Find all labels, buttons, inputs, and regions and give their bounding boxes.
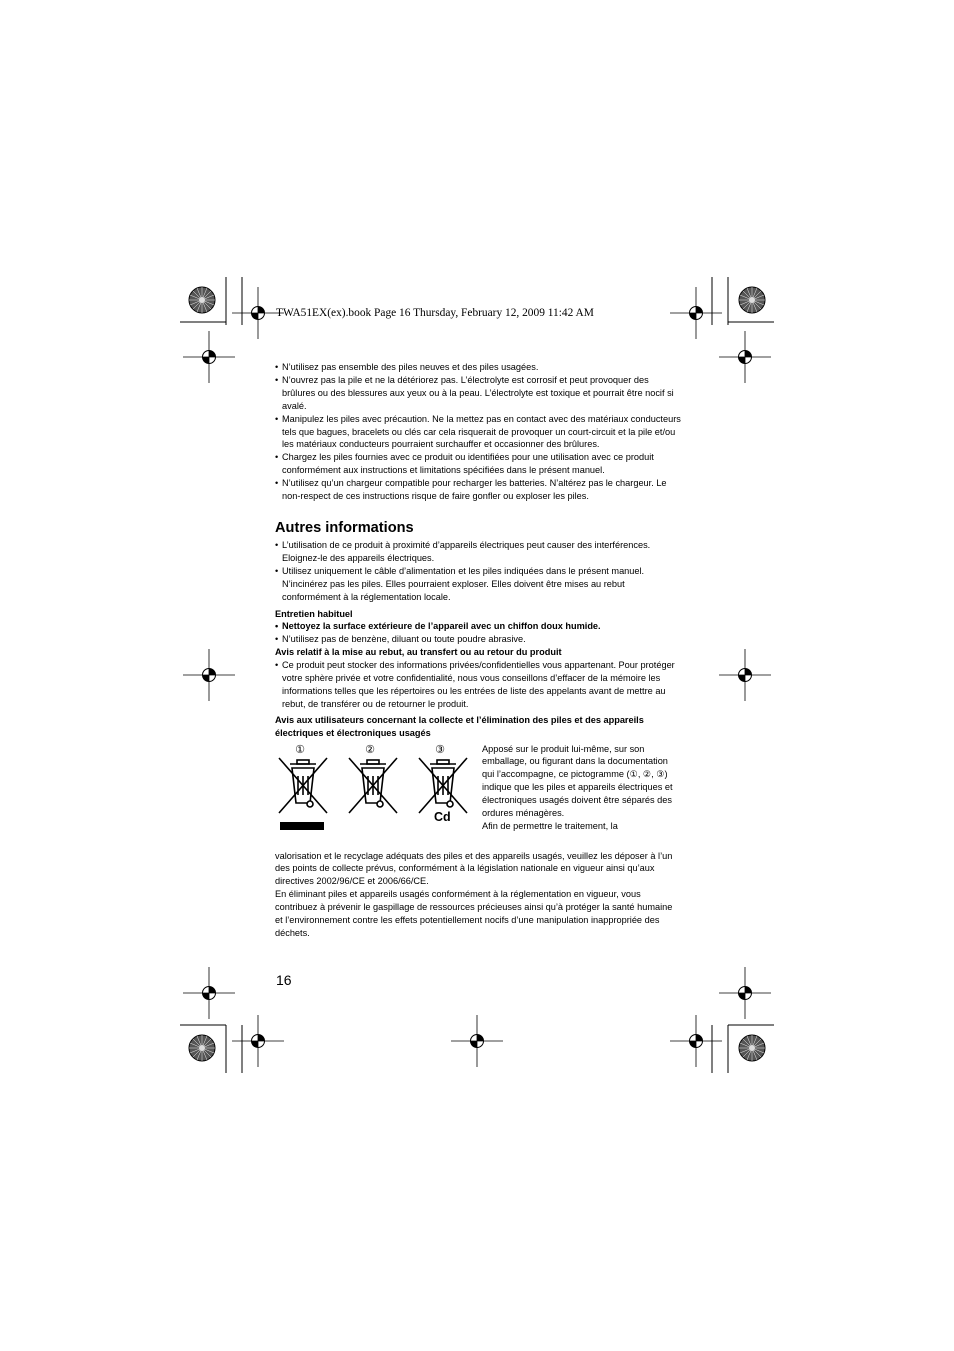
rebut-heading: Avis relatif à la mise au rebut, au transfert ou au retour du produit xyxy=(275,647,562,658)
page-number: 16 xyxy=(276,972,292,988)
symbol-label-3: ③ xyxy=(435,743,445,756)
list-item: • N’ouvrez pas la pile et ne la détériorez pas. L’électrolyte est corrosif et peut provoquer des brûlures ou des blessures aux yeux ou à la peau. L’électrolyte est toxique et pourrait être nocif si avalé. xyxy=(275,374,681,413)
list-item: • Utilisez uniquement le câble d’alimentation et les piles indiquées dans le présent manuel. N’incinérez pas les piles. Elles pourraient exploser. Elles doivent être mises au rebut conformément à la réglementation locale. xyxy=(275,565,681,604)
entretien-heading: Entretien habituel xyxy=(275,608,353,619)
file-info-line: TWA51EX(ex).book Page 16 Thursday, February 12, 2009 11:42 AM xyxy=(276,307,594,319)
section-title: Autres informations xyxy=(275,519,414,536)
cadmium-label: Cd xyxy=(434,809,451,824)
list-item: • N’utilisez pas ensemble des piles neuves et des piles usagées. xyxy=(275,361,681,374)
list-item: • Nettoyez la surface extérieure de l’appareil avec un chiffon doux humide. xyxy=(275,620,681,633)
disposal-side-text: Apposé sur le produit lui-même, sur son emballage, ou figurant dans la documentation qui l’accompagne, ce pictogramme (①, ②, ③) indique que les piles et appareils électriques et électroniques usagés doivent être séparés des ordures ménagères. Afin de permettre le traitement, la xyxy=(482,743,673,831)
crossed-bin-icon xyxy=(275,743,475,843)
entretien-list xyxy=(275,620,681,646)
list-item: • N’utilisez qu’un chargeur compatible pour recharger les batteries. N’altérez pas le chargeur. Le non-respect de ces instructions risque de faire gonfler ou exploser les piles. xyxy=(275,477,681,503)
battery-warning-list xyxy=(275,361,681,503)
disposal-closing: En éliminant piles et appareils usagés conformément à la réglementation en vigueur, vous contribuez à prévenir le gaspillage de ressources précieuses ainsi qu’à protéger la santé humaine et l’environnement contre les effets potentiellement nocifs d’une manipulation inappropriée des déchets. xyxy=(275,889,673,938)
rebut-list xyxy=(275,659,681,711)
symbol-label-1: ① xyxy=(295,743,305,756)
page-content xyxy=(275,361,681,940)
disposal-heading: Avis aux utilisateurs concernant la collecte et l’élimination des piles et des appareils électriques et électroniques usagés xyxy=(275,714,644,738)
disposal-symbols xyxy=(275,743,475,843)
disposal-continuation: valorisation et le recyclage adéquats des piles et des appareils usagés, veuillez les déposer à l’un des points de collecte prévus, conformément à la législation nationale en vigueur ainsi qu’aux directives 2002/96/CE et 2006/66/CE. xyxy=(275,850,673,887)
symbol-label-2: ② xyxy=(365,743,375,756)
list-item: • Manipulez les piles avec précaution. Ne la mettez pas en contact avec des matériaux conducteurs tels que bagues, bracelets ou clés car cela risquerait de provoquer un court-circuit et la pile et/ou les matériaux conducteurs pourraient surchauffer et occasionner des brûlures. xyxy=(275,413,681,452)
list-item: • Chargez les piles fournies avec ce produit ou identifiées pour une utilisation avec ce produit conformément aux instructions et limitations spécifiées dans le présent manuel. xyxy=(275,451,681,477)
disposal-symbols-block xyxy=(275,743,681,850)
list-item: • L’utilisation de ce produit à proximité d’appareils électriques peut causer des interférences. Eloignez-le des appareils électriques. xyxy=(275,539,681,565)
list-item: • N’utilisez pas de benzène, diluant ou toute poudre abrasive. xyxy=(275,633,681,646)
autres-list xyxy=(275,539,681,604)
list-item: • Ce produit peut stocker des informations privées/confidentielles vous appartenant. Pour protéger votre sphère privée et votre confidentialité, nous vous conseillons d’effacer de la mémoire les informations telles que les répertoires ou les entrées de liste des appelants avant de mettre au rebut, de transférer ou de retourner le produit. xyxy=(275,659,681,711)
